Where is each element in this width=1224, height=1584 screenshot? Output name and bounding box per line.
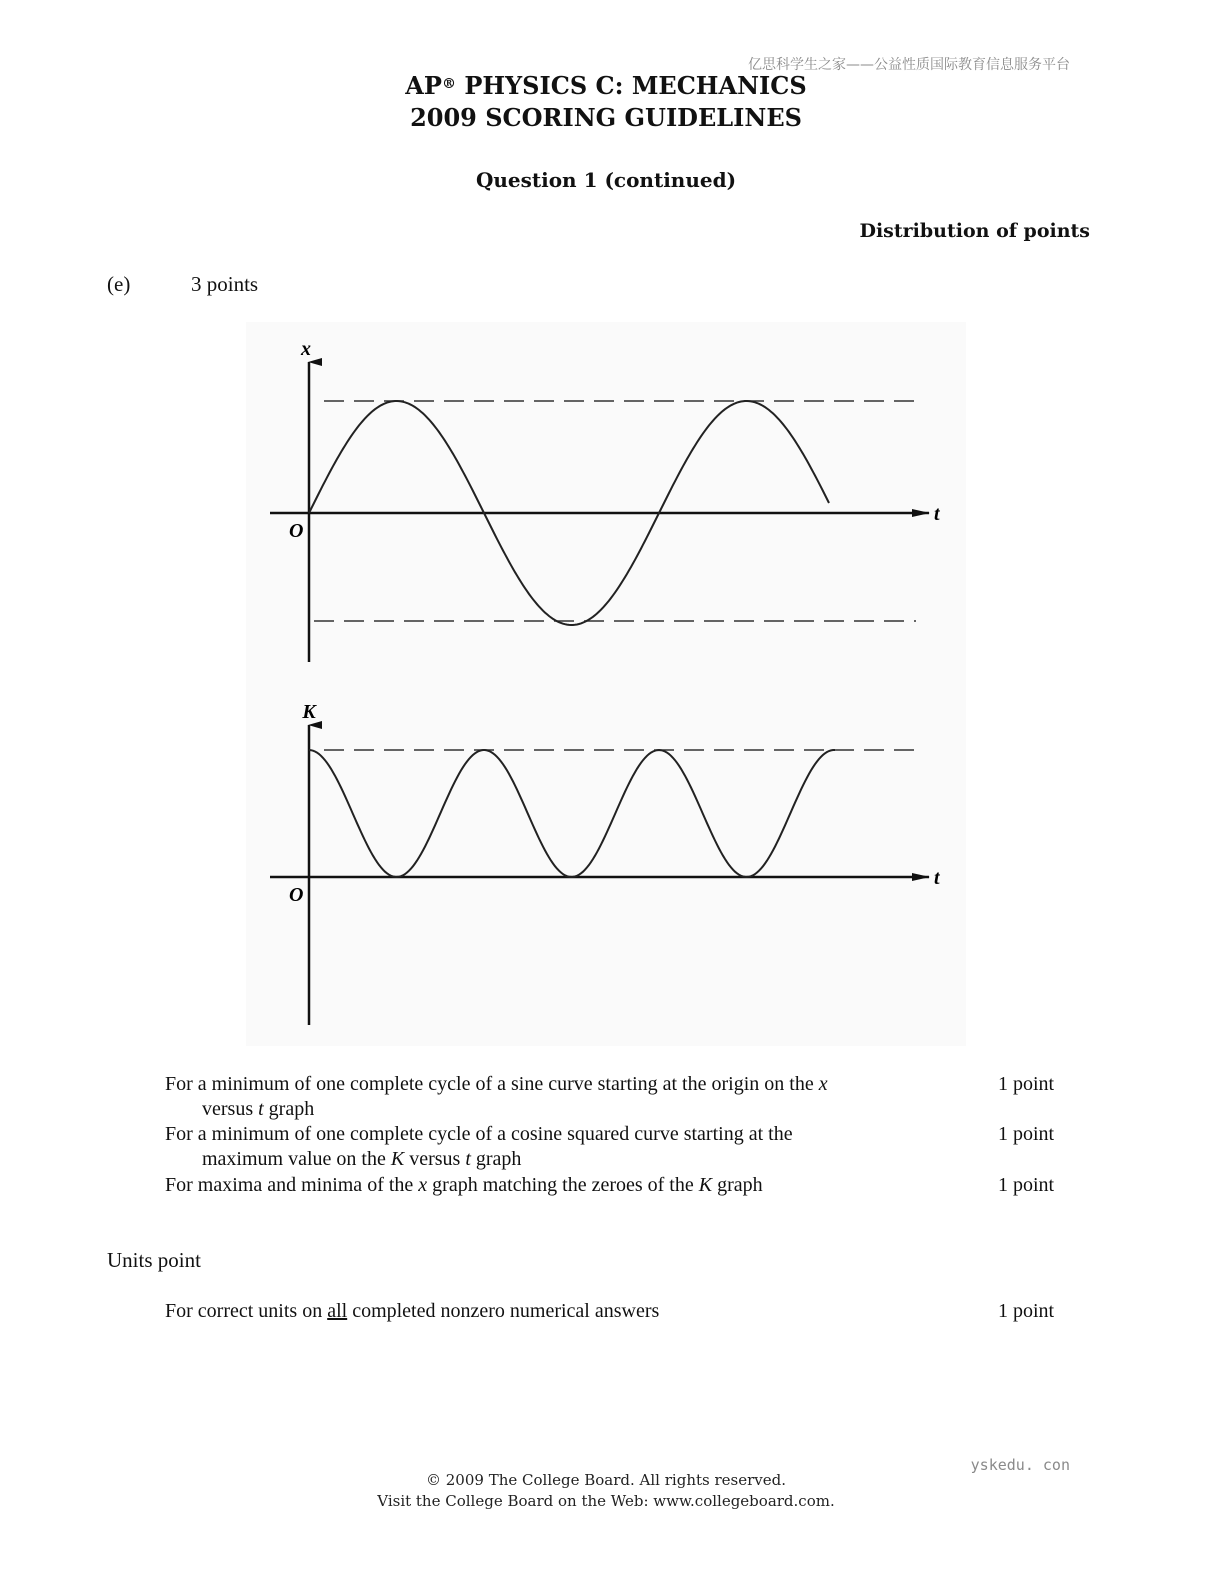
criterion-2-points: 1 point — [998, 1123, 1055, 1145]
k-graph-y-label: K — [302, 701, 316, 723]
criterion-text: graph — [263, 1098, 315, 1120]
graphs-svg — [246, 322, 966, 1046]
k-graph-origin-label: O — [289, 884, 304, 906]
criterion-text: graph — [712, 1174, 763, 1196]
criterion-variable: K — [390, 1148, 405, 1170]
criterion-variable: t — [465, 1148, 471, 1170]
k-graph-cosine-squared-curve — [309, 750, 835, 877]
distribution-heading: Distribution of points — [859, 220, 1090, 242]
criterion-text: maximum value on the — [202, 1148, 391, 1170]
k-graph-t-label: t — [934, 867, 940, 889]
criterion-3 — [165, 1173, 905, 1198]
header-line1 — [0, 70, 1212, 102]
copyright-line: © 2009 The College Board. All rights reserved. — [426, 1471, 786, 1489]
page-header — [0, 70, 1212, 134]
criterion-text: For correct units on — [165, 1300, 328, 1322]
units-criterion-text — [165, 1299, 905, 1324]
header-title: PHYSICS C: MECHANICS — [455, 71, 807, 100]
criterion-2 — [165, 1122, 905, 1172]
header-line2: 2009 SCORING GUIDELINES — [410, 103, 802, 132]
x-vs-t-graph — [270, 338, 941, 662]
criterion-text: completed nonzero numerical answers — [347, 1300, 660, 1322]
question-title: Question 1 (continued) — [475, 168, 737, 192]
graphs-figure — [246, 322, 966, 1046]
criterion-variable: t — [258, 1098, 264, 1120]
criterion-text: graph — [470, 1148, 522, 1170]
watermark-bottom: yskedu. con — [970, 1456, 1070, 1474]
underlined-word: all — [327, 1300, 348, 1322]
criterion-continuation — [165, 1147, 905, 1172]
criterion-text: versus — [202, 1098, 259, 1120]
criterion-1 — [165, 1072, 905, 1122]
criterion-continuation — [165, 1097, 905, 1122]
units-points: 1 point — [998, 1300, 1055, 1322]
criterion-text: For a minimum of one complete cycle of a cosine squared curve starting at the — [165, 1123, 793, 1145]
x-graph-y-label: x — [301, 338, 311, 360]
header-ap: AP — [405, 71, 442, 100]
website-line: Visit the College Board on the Web: www.collegeboard.com. — [377, 1492, 835, 1510]
registered-mark: ® — [441, 76, 456, 92]
part-points: 3 points — [191, 272, 259, 296]
criterion-variable: x — [418, 1174, 428, 1196]
units-heading: Units point — [107, 1248, 201, 1272]
x-graph-t-label: t — [934, 503, 940, 525]
criterion-text: versus — [404, 1148, 466, 1170]
k-vs-t-graph — [270, 701, 941, 1025]
x-graph-origin-label: O — [289, 520, 304, 542]
criterion-text: For a minimum of one complete cycle of a sine curve starting at the origin on the — [165, 1073, 819, 1095]
page-footer — [0, 1470, 1212, 1512]
part-e — [107, 272, 259, 297]
watermark-top: 亿思科学生之家——公益性质国际教育信息服务平台 — [748, 57, 1070, 73]
criterion-1-points: 1 point — [998, 1073, 1055, 1095]
criterion-variable: x — [818, 1073, 828, 1095]
criterion-variable: K — [698, 1174, 713, 1196]
criterion-text: For maxima and minima of the — [165, 1174, 419, 1196]
criterion-3-points: 1 point — [998, 1174, 1055, 1196]
criterion-text: graph matching the zeroes of the — [427, 1174, 699, 1196]
part-label: (e) — [107, 272, 131, 296]
